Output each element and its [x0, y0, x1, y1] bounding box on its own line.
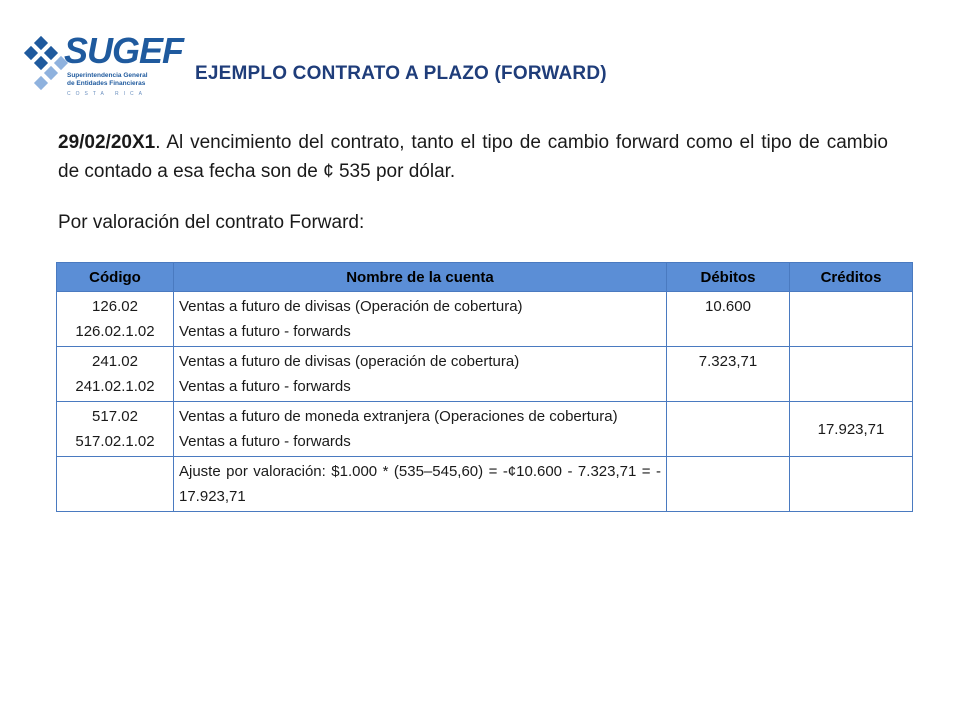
cell-debit: 10.600: [667, 292, 790, 347]
code-line: 517.02: [92, 408, 138, 425]
table-row: [57, 457, 913, 512]
cell-name: [174, 292, 667, 347]
cell-code: [57, 292, 174, 347]
cell-name: [174, 347, 667, 402]
cell-code: [57, 402, 174, 457]
accounting-entry-table: [56, 262, 913, 512]
logo-subtitle: [67, 72, 167, 88]
cell-code: [57, 347, 174, 402]
logo-sub-line1: Superintendencia General: [67, 72, 148, 79]
name-line: Ventas a futuro de moneda extranjera (Operaciones de cobertura): [179, 408, 618, 425]
logo-wordmark: SUGEF: [64, 30, 184, 71]
cell-code: [57, 457, 174, 512]
table-row: [57, 292, 913, 347]
table-row: [57, 347, 913, 402]
name-line: Ventas a futuro - forwards: [179, 323, 351, 340]
intro-paragraph: [58, 128, 888, 186]
section-subtitle: Por valoración del contrato Forward:: [58, 212, 365, 233]
header-codigo: Código: [57, 263, 174, 292]
name-line: Ventas a futuro - forwards: [179, 378, 351, 395]
header-debitos: Débitos: [667, 263, 790, 292]
intro-text: . Al vencimiento del contrato, tanto el tipo de cambio forward como el tipo de cambio de contado a esa fecha son de ¢ 535 por dólar.: [58, 132, 888, 182]
logo-country: COSTA RICA: [67, 91, 147, 97]
page-title: EJEMPLO CONTRATO A PLAZO (FORWARD): [195, 63, 607, 84]
cell-credit: [790, 457, 913, 512]
header-nombre: Nombre de la cuenta: [174, 263, 667, 292]
header-creditos: Créditos: [790, 263, 913, 292]
cell-name: [174, 457, 667, 512]
cell-credit: [790, 347, 913, 402]
code-line: 241.02.1.02: [75, 378, 155, 395]
code-line: 241.02: [92, 353, 138, 370]
cell-name: [174, 402, 667, 457]
name-line: Ventas a futuro - forwards: [179, 433, 351, 450]
code-line: 126.02.1.02: [75, 323, 155, 340]
code-line: 517.02.1.02: [75, 433, 155, 450]
sugef-logo: [22, 28, 184, 108]
cell-credit: [790, 292, 913, 347]
table-header-row: [57, 263, 913, 292]
cell-debit: [667, 457, 790, 512]
cell-debit: 7.323,71: [667, 347, 790, 402]
intro-date: 29/02/20X1: [58, 132, 156, 153]
name-line: Ventas a futuro de divisas (operación de cobertura): [179, 353, 520, 370]
name-line: Ventas a futuro de divisas (Operación de cobertura): [179, 298, 523, 315]
name-line: Ajuste por valoración: $1.000 * (535–545,60) = -¢10.600 - 7.323,71 = - 17.923,71: [179, 463, 661, 505]
code-line: 126.02: [92, 298, 138, 315]
table-row: [57, 402, 913, 457]
cell-debit: [667, 402, 790, 457]
logo-sub-line2: de Entidades Financieras: [67, 80, 146, 87]
cell-credit: 17.923,71: [790, 402, 913, 457]
